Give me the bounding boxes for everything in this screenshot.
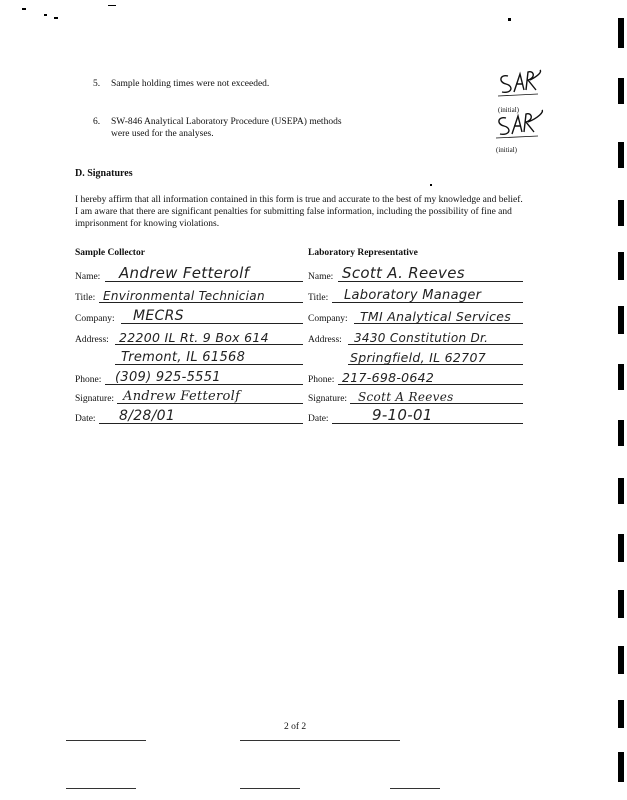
- lab-heading: Laboratory Representative: [308, 248, 418, 258]
- lab-phone-field: [308, 367, 523, 387]
- collector-title-field: [75, 285, 305, 305]
- binding-mark: [618, 700, 624, 728]
- collector-address-field: [75, 327, 305, 347]
- collector-date-field: [75, 406, 305, 426]
- item-number: 5.: [93, 79, 101, 89]
- collector-signature-value: Andrew Fetterolf: [123, 389, 241, 404]
- checklist-item-6: [93, 116, 453, 140]
- field-label: Name:: [308, 272, 334, 282]
- binding-mark: [618, 534, 624, 562]
- binding-mark: [618, 364, 624, 390]
- field-label: Date:: [308, 414, 329, 424]
- field-label: Title:: [308, 293, 329, 303]
- scan-speck: [508, 18, 511, 21]
- lab-address-line1: 3430 Constitution Dr.: [354, 331, 489, 345]
- item-number: 6.: [93, 117, 101, 127]
- lab-address2-field: [308, 347, 523, 367]
- scan-speck: [108, 5, 116, 6]
- binding-mark: [618, 646, 624, 674]
- collector-title-value: Environmental Technician: [103, 289, 265, 303]
- field-label: Company:: [75, 314, 115, 324]
- scan-speck: [22, 8, 26, 10]
- field-label: Phone:: [308, 375, 335, 385]
- page-number: 2 of 2: [284, 722, 307, 732]
- initial-signature-icon: [492, 108, 548, 142]
- footer-rule: [240, 788, 300, 789]
- field-label: Phone:: [75, 375, 102, 385]
- field-label: Signature:: [75, 394, 115, 404]
- scan-speck: [430, 184, 432, 186]
- lab-date-field: [308, 406, 523, 426]
- scan-speck: [44, 14, 47, 16]
- lab-title-field: [308, 285, 523, 305]
- footer-rule: [66, 788, 136, 789]
- field-label: Address:: [308, 335, 342, 345]
- collector-heading: Sample Collector: [75, 248, 145, 258]
- binding-mark: [618, 590, 624, 618]
- footer-rule: [240, 740, 400, 741]
- collector-date-value: 8/28/01: [119, 408, 176, 424]
- lab-phone-value: 217-698-0642: [342, 370, 435, 385]
- checklist-item-5: [93, 78, 453, 90]
- initial-box-item-6: [492, 108, 542, 154]
- collector-address2-field: [75, 347, 305, 367]
- lab-signature-value: Scott A Reeves: [358, 390, 454, 404]
- field-label: Date:: [75, 414, 96, 424]
- binding-mark: [618, 142, 624, 168]
- affirmation-text: I hereby affirm that all information contained in this form is true and accurate to the best of my knowledge and belief. I am aware that there are significant penalties for submitting false information, including the possibility of fine and imprisonment for knowing violations.: [75, 195, 523, 229]
- field-label: Address:: [75, 335, 109, 345]
- collector-name-field: [75, 264, 305, 284]
- lab-signature-field: [308, 386, 523, 406]
- lab-address-line2: Springfield, IL 62707: [350, 350, 486, 365]
- collector-address-line1: 22200 IL Rt. 9 Box 614: [119, 330, 269, 345]
- collector-company-field: [75, 306, 305, 326]
- item-text: SW-846 Analytical Laboratory Procedure (USEPA) methods: [111, 117, 342, 127]
- binding-mark: [618, 478, 624, 504]
- lab-name-field: [308, 264, 523, 284]
- item-text: Sample holding times were not exceeded.: [111, 79, 270, 89]
- initial-signature-icon: [494, 68, 544, 100]
- scan-speck: [54, 17, 58, 19]
- lab-title-value: Laboratory Manager: [344, 288, 482, 303]
- lab-address-field: [308, 327, 523, 347]
- field-label: Title:: [75, 293, 96, 303]
- collector-phone-field: [75, 367, 305, 387]
- binding-mark: [618, 306, 624, 334]
- item-text: were used for the analyses.: [111, 129, 214, 139]
- initial-label: (initial): [496, 146, 517, 154]
- binding-mark: [618, 18, 624, 48]
- footer-rule: [390, 788, 440, 789]
- field-label: Name:: [75, 272, 101, 282]
- field-label: Company:: [308, 314, 348, 324]
- footer-rule: [66, 740, 146, 741]
- initial-label: (initial): [498, 106, 519, 114]
- lab-date-value: 9-10-01: [372, 406, 433, 424]
- lab-company-value: TMI Analytical Services: [360, 309, 512, 324]
- collector-signature-field: [75, 386, 305, 406]
- binding-mark: [618, 78, 624, 104]
- collector-company-value: MECRS: [133, 308, 184, 324]
- binding-mark: [618, 420, 624, 446]
- binding-mark: [618, 752, 624, 782]
- lab-name-value: Scott A. Reeves: [342, 264, 465, 282]
- binding-mark: [618, 200, 624, 226]
- field-label: Signature:: [308, 394, 348, 404]
- binding-mark: [618, 252, 624, 280]
- collector-address-line2: Tremont, IL 61568: [121, 350, 246, 365]
- collector-name-value: Andrew Fetterolf: [119, 264, 250, 282]
- lab-company-field: [308, 306, 563, 326]
- section-heading: D. Signatures: [75, 168, 133, 179]
- collector-phone-value: (309) 925-5551: [115, 370, 221, 385]
